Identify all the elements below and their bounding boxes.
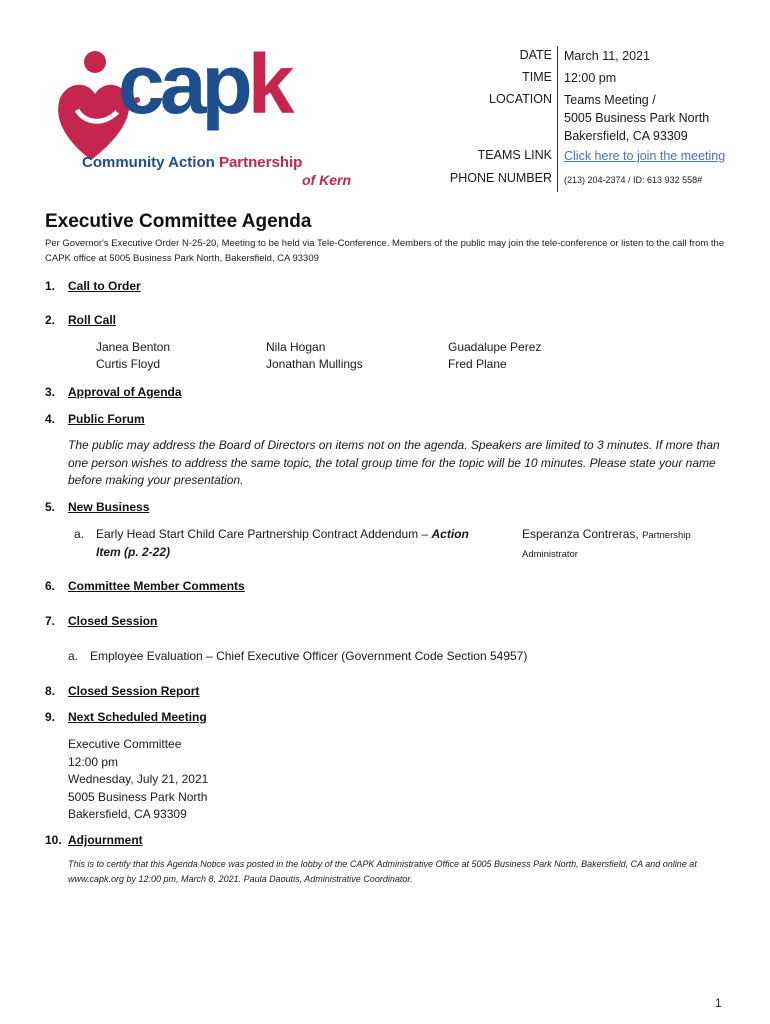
tele-conference-notice: Per Governor's Executive Order N-25-20, Meeting to be held via Tele-Conference. Members of the public may join the tele-conference or listen to the call from the CAPK office at 5005 Business Park North, Bakersfield, CA 93309: [45, 238, 725, 264]
agenda-item-adjournment: 10. Adjournment: [45, 833, 143, 847]
roll-call-name: Janea Benton: [96, 340, 171, 354]
roll-call-name: Fred Plane: [448, 357, 507, 371]
agenda-item-approval: 3. Approval of Agenda: [45, 385, 182, 399]
new-business-presenter: Esperanza Contreras, Partnership Administrator: [522, 527, 691, 560]
agenda-item-closed-session-report: 8. Closed Session Report: [45, 684, 200, 698]
agenda-item-member-comments: 6. Committee Member Comments: [45, 579, 245, 593]
logo-tagline: Community Action Partnership: [82, 154, 303, 171]
next-meeting-details: Executive Committee 12:00 pm Wednesday, July 21, 2021 5005 Business Park North Bakersfield, CA 93309: [68, 737, 209, 821]
page-number: 1: [715, 996, 722, 1010]
logo-tagline-kern: of Kern: [302, 172, 351, 188]
time-label: TIME: [522, 70, 552, 84]
roll-call-name: Jonathan Mullings: [266, 357, 363, 371]
roll-call-name: Curtis Floyd: [96, 357, 161, 371]
new-business-item: Early Head Start Child Care Partnership Contract Addendum – Action Item (p. 2-22): [96, 527, 469, 559]
location-value: Teams Meeting / 5005 Business Park North Bakersfield, CA 93309: [564, 93, 710, 143]
agenda-item-public-forum: 4. Public Forum: [45, 412, 145, 426]
page-title: Executive Committee Agenda: [45, 211, 312, 232]
closed-session-letter: a.: [68, 649, 79, 663]
logo-wordmark: capk: [118, 37, 290, 131]
agenda-item-new-business: 5. New Business: [45, 500, 150, 514]
closed-session-item: Employee Evaluation – Chief Executive Officer (Government Code Section 54957): [90, 649, 528, 663]
agenda-item-closed-session: 7. Closed Session: [45, 614, 158, 628]
info-divider: [557, 46, 558, 192]
agenda-item-roll-call: 2. Roll Call: [45, 313, 117, 327]
location-label: LOCATION: [489, 92, 552, 106]
roll-call-name: Guadalupe Perez: [448, 340, 542, 354]
teams-link-label: TEAMS LINK: [477, 148, 552, 162]
phone-label: PHONE NUMBER: [449, 171, 552, 185]
date-label: DATE: [519, 48, 552, 62]
teams-meeting-link[interactable]: Click here to join the meeting: [564, 149, 726, 163]
time-value: 12:00 pm: [564, 71, 617, 85]
agenda-item-call-to-order: 1. Call to Order: [45, 279, 141, 293]
date-value: March 11, 2021: [564, 49, 650, 63]
roll-call-name: Nila Hogan: [266, 340, 326, 354]
phone-value: (213) 204-2374 / ID: 613 932 558#: [564, 175, 703, 185]
new-business-letter: a.: [74, 527, 85, 541]
public-forum-text: The public may address the Board of Directors on items not on the agenda. Speakers are limited to 3 minutes. If more than one person wishes to address the same topic, the total group time for the topic will be 10 minutes. Please state your name before making your presentation.: [68, 438, 720, 487]
agenda-item-next-meeting: 9. Next Scheduled Meeting: [45, 710, 207, 724]
certification-note: This is to certify that this Agenda Notice was posted in the lobby of the CAPK Administrative Office at 5005 Business Park North, Bakersfield, CA and online at www.capk.org by 12:00 pm, March 8, 2021. Paula Daoutis, Administrative Coordinator.: [68, 859, 697, 884]
